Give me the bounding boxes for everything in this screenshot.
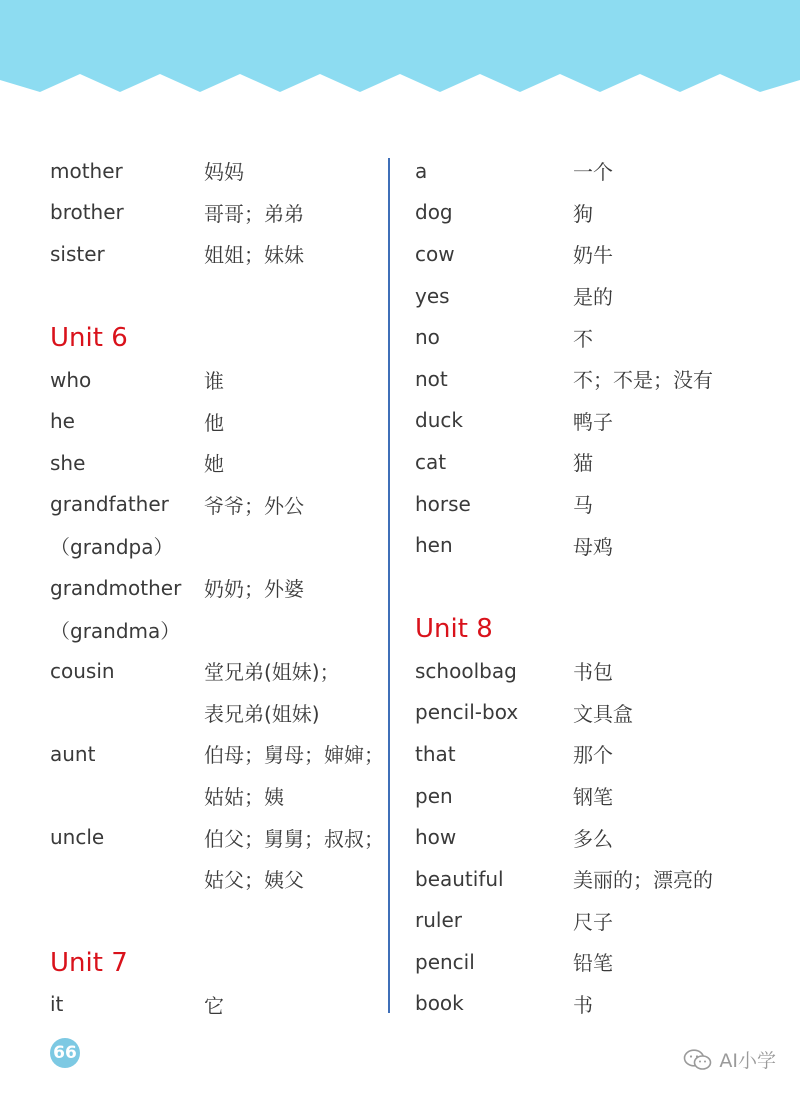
wechat-icon	[683, 1048, 713, 1072]
word-row	[415, 316, 775, 358]
english-word: cow	[415, 241, 455, 266]
chinese-meaning: 一个	[573, 160, 613, 185]
chinese-meaning: 伯母；舅母；婶婶；	[204, 743, 384, 768]
word-row	[50, 484, 380, 526]
intro-list	[415, 150, 775, 566]
chinese-meaning: 那个	[573, 743, 613, 768]
word-row	[50, 233, 380, 275]
english-word: hen	[415, 533, 453, 558]
english-word: pencil-box	[415, 700, 519, 725]
word-row	[415, 692, 775, 734]
chinese-meaning: 伯父；舅舅；叔叔；	[204, 826, 384, 851]
word-row	[50, 442, 380, 484]
chinese-meaning: 猫	[573, 451, 593, 476]
word-row	[415, 275, 775, 317]
chinese-meaning: 不	[573, 326, 593, 351]
word-row	[50, 858, 380, 900]
word-row	[415, 900, 775, 942]
chinese-meaning: 姑姑；姨	[204, 785, 284, 810]
chinese-meaning: 美丽的；漂亮的	[573, 868, 713, 893]
chinese-meaning: 妈妈	[204, 160, 244, 185]
english-word: not	[415, 366, 448, 391]
chinese-meaning: 多么	[573, 826, 613, 851]
english-word: no	[415, 325, 440, 350]
left-column	[50, 150, 384, 1025]
english-word: schoolbag	[415, 658, 517, 683]
chinese-meaning: 尺子	[573, 909, 613, 934]
chinese-meaning: 马	[573, 493, 593, 518]
word-row	[415, 733, 775, 775]
word-row	[415, 483, 775, 525]
english-word: cat	[415, 449, 447, 474]
word-row	[50, 567, 380, 609]
unit-7-title: Unit 7	[50, 947, 128, 978]
chinese-meaning: 铅笔	[573, 951, 613, 976]
english-word: pen	[415, 783, 453, 808]
word-row	[415, 524, 775, 566]
english-word: grandmother	[50, 575, 182, 600]
word-row	[50, 525, 380, 567]
english-word: a	[415, 158, 428, 183]
chinese-meaning: 钢笔	[573, 785, 613, 810]
english-word: brother	[50, 200, 124, 225]
chinese-meaning: 文具盒	[573, 701, 633, 726]
chinese-meaning: 狗	[573, 201, 593, 226]
word-row	[50, 816, 384, 858]
word-row	[415, 192, 775, 234]
chinese-meaning: 哥哥；弟弟	[204, 201, 304, 226]
unit-7-list	[50, 984, 380, 1026]
word-row	[50, 984, 380, 1026]
word-row	[415, 858, 775, 900]
header-band	[0, 0, 800, 110]
word-row	[415, 941, 775, 983]
english-word: she	[50, 450, 86, 475]
unit-6-list	[50, 359, 384, 900]
chinese-meaning: 她	[204, 452, 224, 477]
chinese-meaning: 奶奶；外婆	[204, 577, 304, 602]
english-word: dog	[415, 200, 453, 225]
english-word: mother	[50, 158, 123, 183]
unit-6-title: Unit 6	[50, 322, 128, 353]
word-row	[415, 441, 775, 483]
page-number-badge: 66	[50, 1038, 80, 1068]
chinese-meaning: 堂兄弟(姐妹)；	[204, 660, 340, 685]
chinese-meaning: 爷爷；外公	[204, 493, 304, 518]
english-word: （grandma）	[50, 618, 181, 643]
chinese-meaning: 他	[204, 410, 224, 435]
english-word: he	[50, 409, 75, 434]
english-word: book	[415, 991, 464, 1016]
english-word: who	[50, 367, 92, 392]
english-word: beautiful	[415, 866, 504, 891]
word-row	[50, 650, 380, 692]
unit-8-title: Unit 8	[415, 613, 493, 644]
intro-list	[50, 150, 380, 275]
english-word: cousin	[50, 658, 115, 683]
english-word: （grandpa）	[50, 535, 174, 560]
english-word: grandfather	[50, 492, 169, 517]
english-word: that	[415, 741, 456, 766]
english-word: duck	[415, 408, 463, 433]
chinese-meaning: 表兄弟(姐妹)	[204, 701, 320, 726]
word-row	[50, 775, 380, 817]
chinese-meaning: 母鸡	[573, 534, 613, 559]
word-row	[415, 816, 775, 858]
english-word: how	[415, 825, 457, 850]
english-word: sister	[50, 241, 105, 266]
english-word: aunt	[50, 741, 96, 766]
chinese-meaning: 书包	[573, 660, 613, 685]
chinese-meaning: 姑父；姨父	[204, 868, 304, 893]
right-column	[415, 150, 775, 1024]
chinese-meaning: 谁	[204, 369, 224, 394]
word-row	[50, 192, 380, 234]
word-row	[50, 150, 380, 192]
chinese-meaning: 姐姐；妹妹	[204, 243, 304, 268]
english-word: yes	[415, 283, 450, 308]
word-row	[415, 358, 775, 400]
word-row	[50, 400, 380, 442]
chinese-meaning: 鸭子	[573, 409, 613, 434]
unit-8-list	[415, 650, 775, 1024]
watermark	[683, 1046, 776, 1073]
chinese-meaning: 奶牛	[573, 243, 613, 268]
zigzag-band	[0, 0, 800, 92]
word-row	[50, 608, 380, 650]
english-word: pencil	[415, 949, 475, 974]
word-row	[415, 650, 775, 692]
word-row	[415, 233, 775, 275]
watermark-text: AI小学	[719, 1050, 776, 1072]
chinese-meaning: 它	[204, 993, 224, 1018]
word-row	[50, 733, 384, 775]
word-row	[415, 150, 775, 192]
chinese-meaning: 不；不是；没有	[573, 368, 713, 393]
word-row	[50, 692, 380, 734]
english-word: it	[50, 992, 64, 1017]
column-divider	[388, 158, 390, 1013]
word-row	[415, 775, 775, 817]
english-word: uncle	[50, 825, 105, 850]
english-word: ruler	[415, 908, 462, 933]
chinese-meaning: 书	[573, 992, 593, 1017]
english-word: horse	[415, 491, 471, 516]
word-row	[415, 400, 775, 442]
word-row	[50, 359, 380, 401]
word-row	[415, 983, 775, 1025]
chinese-meaning: 是的	[573, 285, 613, 310]
